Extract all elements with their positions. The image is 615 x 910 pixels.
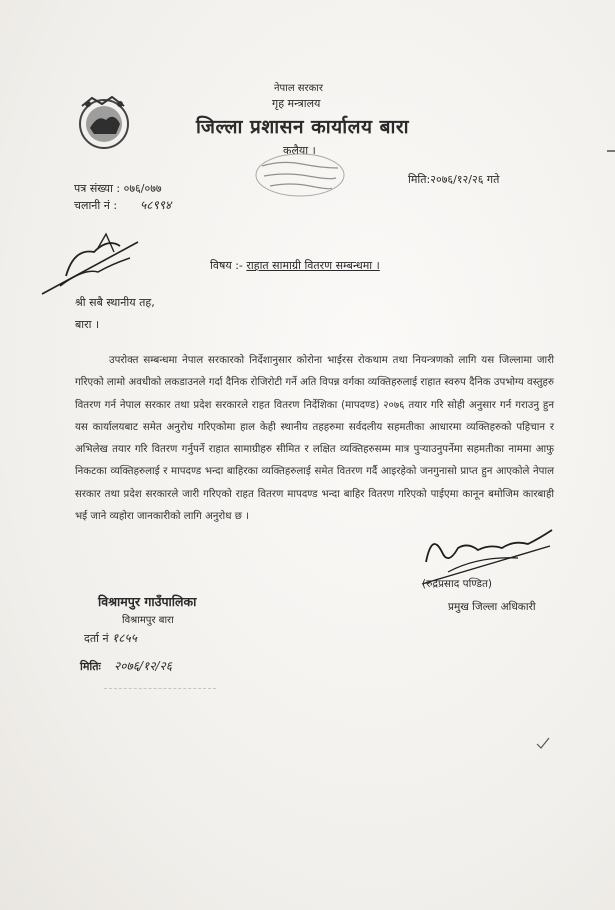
receipt-date-label: मितिः	[80, 660, 101, 673]
subject-line	[210, 258, 380, 273]
addressee-line-1: श्री सबै स्थानीय तह,	[75, 296, 155, 309]
receipt-district: विश्रामपुर बारा	[122, 615, 174, 626]
signatory-title: प्रमुख जिल्ला अधिकारी	[448, 601, 536, 613]
receipt-date: २०७६/१२/२६	[114, 659, 173, 673]
received-stamp-icon	[38, 228, 146, 300]
addressee-line-2: बारा ।	[75, 318, 100, 331]
nepal-emblem-icon	[72, 94, 136, 152]
office-stamp-icon	[252, 150, 348, 200]
letter-number: पत्र संख्या : ०७६/०७७	[74, 182, 162, 195]
dispatch-label: चलानी नं :	[74, 199, 118, 212]
ministry-name: गृह मन्त्रालय	[272, 97, 321, 110]
signatory-name: (रुद्रप्रसाद पण्डित)	[422, 578, 493, 590]
subject-text: राहात सामाग्री वितरण सम्बन्धमा ।	[246, 259, 380, 272]
divider	[104, 688, 216, 689]
receipt-office: विश्रामपुर गाउँपालिका	[98, 594, 197, 609]
check-mark-icon	[535, 736, 551, 750]
letter-date: मिति:२०७६/१२/२६ गते	[408, 173, 500, 186]
darta-label: दर्ता नं	[84, 632, 109, 645]
edge-mark	[607, 150, 615, 152]
government-name: नेपाल सरकार	[274, 83, 323, 94]
letter-body: उपरोक्त सम्बन्धमा नेपाल सरकारको निर्देशानुसार कोरोना भाईरस रोकथाम तथा नियन्त्रणको लागि यस जिल्लामा जारी गरिएको लामो अवधीको लकडाउनले गर्दा दैनिक रोजिरोटी गर्ने अति विपन्न वर्गका व्यक्तिहरुलाई राहात स्वरुप दैनिक उपभोग्य वस्तुहरु वितरण गर्न नेपाल सरकार तथा प्रदेश सरकारले राहत वितरण निर्देशिका (मापदण्ड) २०७६ तयार गरि सोही अनुसार गर्न गराउनु हुन यस कार्यालयबाट समेत अनुरोध गरिएकोमा हाल केही स्थानीय तहहरुमा सर्वदलीय सहमतीका आधारमा व्यक्तिहरुको पहिचान र अभिलेख तयार गरि वितरण गर्नुपर्ने राहात सामाग्रीहरु सीमित र लक्षित व्यक्तिहरुसम्म मात्र पुर्‍याउनुपर्नेमा सहमतीका नाममा आफु निकटका व्यक्तिहरुलाई र मापदण्ड भन्दा बाहिरका व्यक्तिहरुलाई समेत वितरण गर्दै आइरहेको जनगुनासो प्राप्त हुन आएकोले नेपाल सरकार तथा प्रदेश सरकारले जारी गरिएको राहत वितरण मापदण्ड भन्दा बाहिर वितरण गरिएको पाईएमा कानून बमोजिम कारबाही भई जाने व्यहोरा जानकारीको लागि अनुरोध छ ।	[75, 355, 554, 523]
dispatch-number: ५८९९४	[140, 198, 172, 212]
office-name: जिल्ला प्रशासन कार्यालय बारा	[196, 116, 410, 138]
office-place: कलैया ।	[283, 144, 316, 157]
subject-label: विषय :-	[210, 259, 243, 272]
darta-number: १८५५	[112, 631, 137, 645]
